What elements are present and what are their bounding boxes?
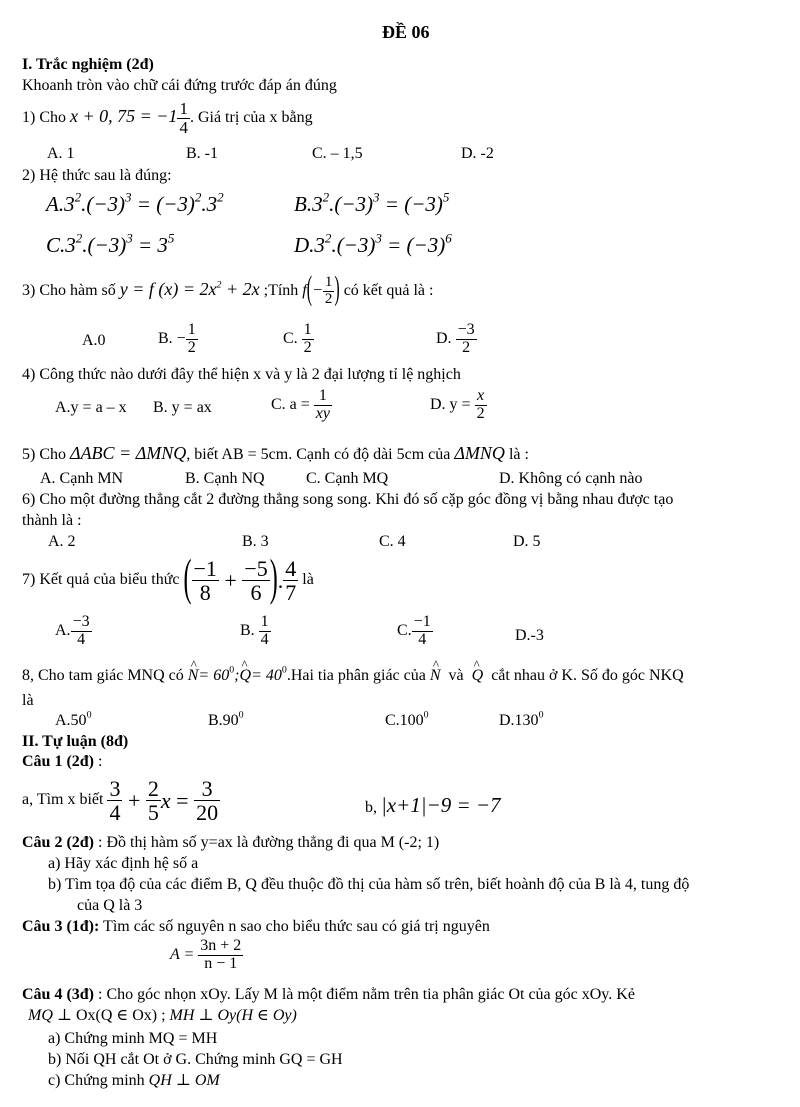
- q4-option-d[interactable]: D. y = $\frac{x}{2}$: [430, 387, 485, 422]
- page-title: ĐỀ 06: [382, 22, 430, 42]
- q4-option-c[interactable]: C. a = $\frac{1}{xy}$: [271, 387, 330, 422]
- q3-option-a[interactable]: A.0: [82, 332, 106, 349]
- c2-part-b-line1: b) Tìm tọa độ của các điểm B, Q đều thuộc đồ thị của hàm số trên, biết hoành độ của B là 4, tung độ: [48, 876, 690, 893]
- q1-option-c[interactable]: C. – 1,5: [312, 145, 363, 162]
- c4-stem: Câu 4 (3đ) : Cho góc nhọn xOy. Lấy M là một điểm nằm trên tia phân giác Ot của góc xOy. Kẻ: [22, 986, 635, 1003]
- q7-stem: 7) Kết quả của biểu thức ( $\frac{-1}{8}$ + $\frac{-5}{6}$ ). $\frac{4}{7}$ là: [22, 551, 314, 607]
- q5-option-d[interactable]: D. Không có cạnh nào: [499, 470, 643, 487]
- q8-option-d[interactable]: D.130$^0$: [499, 709, 544, 729]
- c3-expression: A = $\frac{3n + 2}{n - 1}$: [170, 937, 242, 972]
- q1-option-d[interactable]: D. -2: [461, 145, 494, 162]
- q5-option-a[interactable]: A. Cạnh MN: [40, 470, 124, 487]
- q8-option-a[interactable]: $A.50^0$: [55, 709, 92, 729]
- c2-part-b-line2: của Q là 3: [77, 897, 143, 914]
- q6-option-d[interactable]: D. 5: [513, 533, 541, 550]
- c4-part-b: b) Nối QH cắt Ot ở G. Chứng minh GQ = GH: [48, 1051, 343, 1068]
- q5-stem: 5) Cho ΔABC = ΔMNQ, biết AB = 5cm. Cạnh có độ dài 5cm của ΔMNQ là :: [22, 443, 529, 463]
- q5-option-c[interactable]: C. Cạnh MQ: [306, 470, 389, 487]
- q3-option-c[interactable]: C. $\frac{1}{2}$: [283, 321, 312, 356]
- q7-option-c[interactable]: C. $\frac{-1}{4}$: [397, 613, 431, 648]
- c4-part-a: a) Chứng minh MQ = MH: [48, 1030, 218, 1047]
- q6-stem-line1: 6) Cho một đường thẳng cắt 2 đường thẳng song song. Khi đó số cặp góc đồng vị bằng nhau được tạo: [22, 491, 674, 508]
- q2-option-c[interactable]: $C.3^2.(-3)^3 = 3^5$: [46, 230, 175, 257]
- part2-heading: II. Tự luận (8đ): [22, 733, 129, 750]
- part1-heading: I. Trắc nghiệm (2đ): [22, 56, 154, 73]
- q7-option-d[interactable]: D.-3: [515, 627, 544, 644]
- q1-option-b[interactable]: B. -1: [186, 145, 218, 162]
- part1-instruction: Khoanh tròn vào chữ cái đứng trước đáp án đúng: [22, 77, 337, 94]
- q2-stem: 2) Hệ thức sau là đúng:: [22, 167, 172, 184]
- q3-option-d[interactable]: D. $\frac{-3}{2}$: [436, 321, 475, 356]
- c3-stem: Câu 3 (1đ): Tìm các số nguyên n sao cho biểu thức sau có giá trị nguyên: [22, 918, 490, 935]
- q3-option-b[interactable]: B. − $\frac{1}{2}$: [158, 321, 196, 356]
- q5-option-b[interactable]: B. Cạnh NQ: [185, 470, 265, 487]
- c2-stem: Câu 2 (2đ) : Đồ thị hàm số y=ax là đường thẳng đi qua M (-2; 1): [22, 834, 440, 851]
- c4-part-c: c) Chứng minh QH ⊥ OM: [48, 1072, 220, 1089]
- q2-option-a[interactable]: $A.3^2.(-3)^3 = (-3)^2.3^2$: [46, 189, 224, 216]
- q6-stem-line2: thành là :: [22, 512, 82, 529]
- q1-stem: 1) Cho x + 0, 75 = −1 $\frac{1}{4}$ . Giá trị của x bằng: [22, 99, 313, 137]
- q7-option-b[interactable]: B. $\frac{1}{4}$: [240, 613, 269, 648]
- c1-label: Câu 1 (2đ) :: [22, 753, 103, 770]
- q4-option-a[interactable]: A.y = a – x: [55, 399, 127, 416]
- c1-part-b: b, |x+1|−9 = −7: [365, 793, 501, 817]
- q8-option-c[interactable]: C.100$^0$: [385, 709, 429, 729]
- q2-option-d[interactable]: $D.3^2.(-3)^3 = (-3)^6$: [294, 230, 452, 257]
- q1-option-a[interactable]: A. 1: [47, 145, 75, 162]
- q3-stem: 3) Cho hàm số y = f $(x) = 2x^2 + 2x$ ;Tính f(− $\frac{1}{2}$ ) có kết quả là :: [22, 271, 434, 308]
- q8-stem-line2: là: [22, 692, 34, 709]
- q6-option-a[interactable]: A. 2: [48, 533, 76, 550]
- q6-option-c[interactable]: C. 4: [379, 533, 406, 550]
- q8-option-b[interactable]: $B.90^0$: [208, 709, 244, 729]
- c2-part-a: a) Hãy xác định hệ số a: [48, 855, 199, 872]
- c1-part-a: a, Tìm x biết $\frac{3}{4}$ + $\frac{2}{5}$ x = $\frac{3}{20}$: [22, 776, 219, 826]
- q4-option-b[interactable]: B. y = ax: [153, 399, 212, 416]
- q7-option-a[interactable]: A. $\frac{-3}{4}$: [55, 613, 90, 648]
- q4-stem: 4) Công thức nào dưới đây thể hiện x và y là 2 đại lượng tỉ lệ nghịch: [22, 366, 461, 383]
- c4-stem-line2: MQ ⊥ Ox(Q ∈ Ox) ; MH ⊥ Oy(H ∈ Oy): [28, 1007, 297, 1024]
- q6-option-b[interactable]: B. 3: [242, 533, 269, 550]
- q2-option-b[interactable]: $B.3^2.(-3)^3 = (-3)^5$: [294, 189, 450, 216]
- q8-stem: 8, Cho tam giác MNQ có ^ $N= 60^0;\^{}$ $Q= 40^0.Hai$ tia phân giác của ^ N và ^ Q cắt nhau ở K. Số đo góc NKQ: [22, 667, 684, 685]
